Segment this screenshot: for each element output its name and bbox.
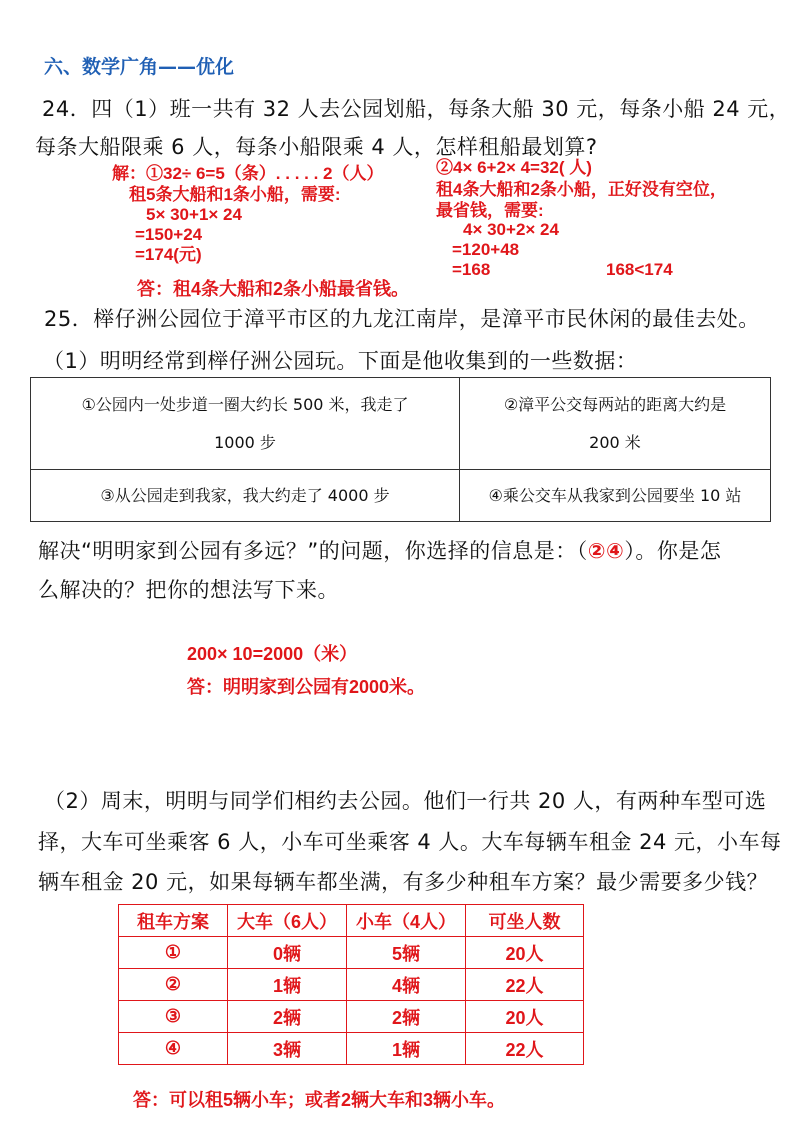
q24-right-line-5: =168 [452, 260, 491, 279]
q24-right-line-1: 租4条大船和2条小船，正好没有空位， [436, 180, 727, 199]
table-cell: 5辆 [347, 937, 466, 969]
q25-intro: 25．榉仔洲公园位于漳平市区的九龙江南岸，是漳平市民休闲的最佳去处。 [44, 307, 760, 331]
q25-calc-answer: 答：明明家到公园有2000米。 [187, 677, 426, 697]
q24-answer: 答：租4条大船和2条小船最省钱。 [137, 279, 410, 299]
table-cell: 20人 [466, 937, 584, 969]
final-answer: 答：可以租5辆小车；或者2辆大车和3辆小车。 [133, 1090, 506, 1110]
header-cell: 大车（6人） [228, 905, 347, 937]
choice-answer: ②④ [587, 539, 625, 563]
q24-left-line-1: 租5条大船和1条小船，需要: [129, 185, 341, 204]
q24-left-line-2: 5× 30+1× 24 [146, 205, 242, 224]
rental-plan-table [118, 904, 584, 1065]
q25-part2-line2: 择，大车可坐乘客 6 人，小车可坐乘客 4 人。大车每辆车租金 24 元，小车每 [38, 830, 782, 854]
table-cell: 1辆 [347, 1033, 466, 1065]
q25-part2-line1: （2）周末，明明与同学们相约去公园。他们一行共 20 人，有两种车型可选 [44, 789, 767, 813]
table-cell: 2辆 [228, 1001, 347, 1033]
table-cell: 3辆 [228, 1033, 347, 1065]
info-cell-4: ④乘公交车从我家到公园要坐 10 站 [460, 470, 771, 522]
table-cell: ③ [119, 1001, 228, 1033]
table-cell: 22人 [466, 969, 584, 1001]
q24-left-line-3: =150+24 [135, 225, 203, 244]
table-row [119, 1001, 584, 1033]
q24-right-line-3: 4× 30+2× 24 [463, 220, 559, 239]
table-cell: 22人 [466, 1033, 584, 1065]
q24-left-line-4: =174(元) [135, 245, 202, 264]
q24-right-line-4: =120+48 [452, 240, 520, 259]
q24-right-line-6: 168<174 [606, 260, 673, 279]
table-cell: 0辆 [228, 937, 347, 969]
q25-question-line2: 么解决的？把你的想法写下来。 [38, 578, 339, 602]
info-table [30, 377, 771, 522]
table-row [119, 969, 584, 1001]
header-cell: 可坐人数 [466, 905, 584, 937]
info-cell-1: ①公园内一处步道一圈大约长 500 米，我走了 1000 步 [31, 378, 460, 470]
table-header-row [119, 905, 584, 937]
table-cell: ① [119, 937, 228, 969]
table-cell: ④ [119, 1033, 228, 1065]
table-cell: ② [119, 969, 228, 1001]
info-cell-3: ③从公园走到我家，我大约走了 4000 步 [31, 470, 460, 522]
table-cell: 4辆 [347, 969, 466, 1001]
table-row [119, 937, 584, 969]
table-cell: 20人 [466, 1001, 584, 1033]
table-cell: 2辆 [347, 1001, 466, 1033]
q25-part1: （1）明明经常到榉仔洲公园玩。下面是他收集到的一些数据： [43, 349, 638, 373]
table-row [119, 1033, 584, 1065]
header-cell: 小车（4人） [347, 905, 466, 937]
q25-question-line1: 解决“明明家到公园有多远？”的问题，你选择的信息是：（②④）。你是怎 [38, 539, 722, 563]
q24-line2: 每条大船限乘 6 人，每条小船限乘 4 人，怎样租船最划算? [35, 135, 598, 159]
section-title: 六、数学广角——优化 [44, 56, 235, 78]
q24-right-line-2: 最省钱，需要: [436, 201, 544, 220]
q24-left-line-0: 解：①32÷ 6=5（条）. . . . . 2（人） [112, 164, 384, 183]
q25-part2-line3: 辆车租金 20 元，如果每辆车都坐满，有多少种租车方案？最少需要多少钱？ [38, 870, 769, 894]
q24-line1: 24．四（1）班一共有 32 人去公园划船，每条大船 30 元，每条小船 24 元， [42, 97, 791, 121]
header-cell: 租车方案 [119, 905, 228, 937]
table-cell: 1辆 [228, 969, 347, 1001]
q24-right-line-0: ②4× 6+2× 4=32( 人) [436, 158, 592, 177]
info-cell-2: ②漳平公交每两站的距离大约是 200 米 [460, 378, 771, 470]
q25-calc: 200× 10=2000（米） [187, 644, 358, 664]
